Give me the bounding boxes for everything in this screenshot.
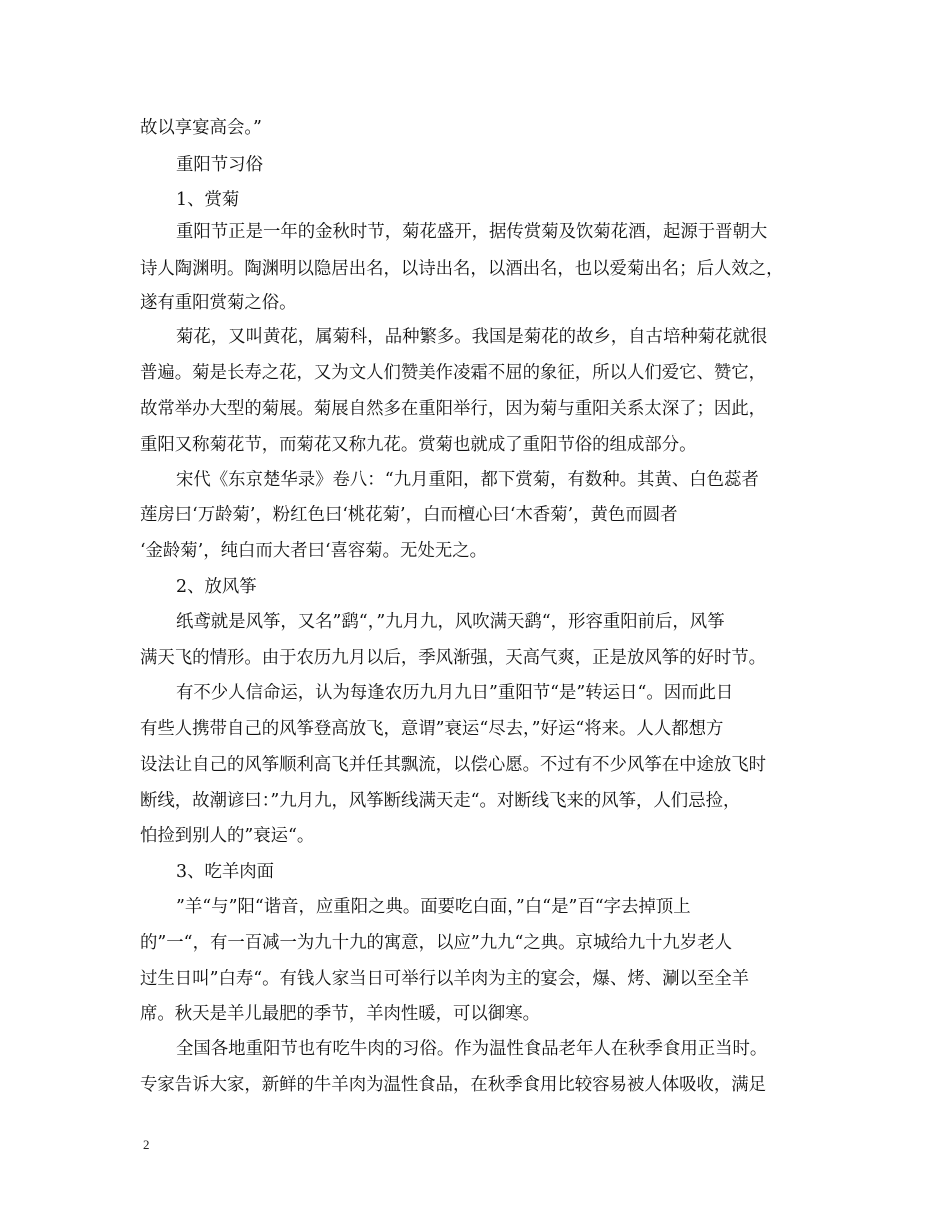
text-line: 宋代《东京楚华录》卷八：“九月重阳，都下赏菊，有数种。其黄、白色蕊者 [176,470,759,490]
text-line: 菊花，又叫黄花，属菊科，品种繁多。我国是菊花的故乡，自古培种菊花就很 [176,327,768,347]
text-line: 有些人携带自己的风筝登高放飞，意谓”衰运“尽去，”好运“将来。人人都想方 [140,719,724,739]
subsection-heading: 1、赏菊 [176,190,240,210]
page-number: 2 [143,1137,150,1152]
text-line: 纸鸢就是风筝，又名”鹞“，”九月九，风吹满天鹞“，形容重阳前后，风筝 [176,612,725,632]
text-line: 重阳又称菊花节，而菊花又称九花。赏菊也就成了重阳节俗的组成部分。 [140,435,697,455]
subsection-heading: 3、吃羊肉面 [176,862,275,882]
text-line: 全国各地重阳节也有吃牛肉的习俗。作为温性食品老年人在秋季食用正当时。 [176,1039,768,1059]
text-line: ‘金龄菊’，纯白而大者曰‘喜容菊。无处无之。 [140,541,488,561]
text-line: 普遍。菊是长寿之花，又为文人们赞美作凌霜不屈的象征，所以人们爱它、赞它， [140,363,767,383]
text-line: 怕捡到别人的”衰运“。 [140,826,315,846]
text-line: 诗人陶渊明。陶渊明以隐居出名，以诗出名，以酒出名，也以爱菊出名；后人效之， [140,259,784,279]
text-line: 重阳节正是一年的金秋时节，菊花盛开，据传赏菊及饮菊花酒，起源于晋朝大 [176,222,768,242]
text-line: 有不少人信命运，认为每逢农历九月九日”重阳节“是”转运日“。因而此日 [176,683,734,703]
text-line: 遂有重阳赏菊之俗。 [140,293,297,313]
text-line: 专家告诉大家，新鲜的牛羊肉为温性食品，在秋季食用比较容易被人体吸收，满足 [140,1075,767,1095]
text-line: 席。秋天是羊儿最肥的季节，羊肉性暖，可以御寒。 [140,1004,540,1024]
text-line: ”羊“与”阳“谐音，应重阳之典。面要吃白面，”白“是”百“字去掉顶上 [176,897,691,917]
text-line: 设法让自己的风筝顺利高飞并任其飘流，以偿心愿。不过有不少风筝在中途放飞时 [140,755,767,775]
text-line: 断线，故潮谚曰：”九月九，风筝断线满天走“。对断线飞来的风筝，人们忌捡， [140,791,741,811]
subsection-heading: 2、放风筝 [176,577,257,597]
text-line: 满天飞的情形。由于农历九月以后，季风渐强，天高气爽，正是放风筝的好时节。 [140,648,767,668]
section-heading: 重阳节习俗 [176,155,263,175]
text-line: 故以享宴高会。” [140,118,262,138]
text-line: 莲房曰‘万龄菊’，粉红色曰‘桃花菊’，白而檀心曰‘木香菊’，黄色而圆者 [140,505,678,525]
text-line: 的”一“，有一百减一为九十九的寓意，以应”九九“之典。京城给九十九岁老人 [140,933,733,953]
text-line: 过生日叫”白寿“。有钱人家当日可举行以羊肉为主的宴会，爆、烤、涮以至全羊 [140,969,750,989]
text-line: 故常举办大型的菊展。菊展自然多在重阳举行，因为菊与重阳关系太深了；因此， [140,399,767,419]
